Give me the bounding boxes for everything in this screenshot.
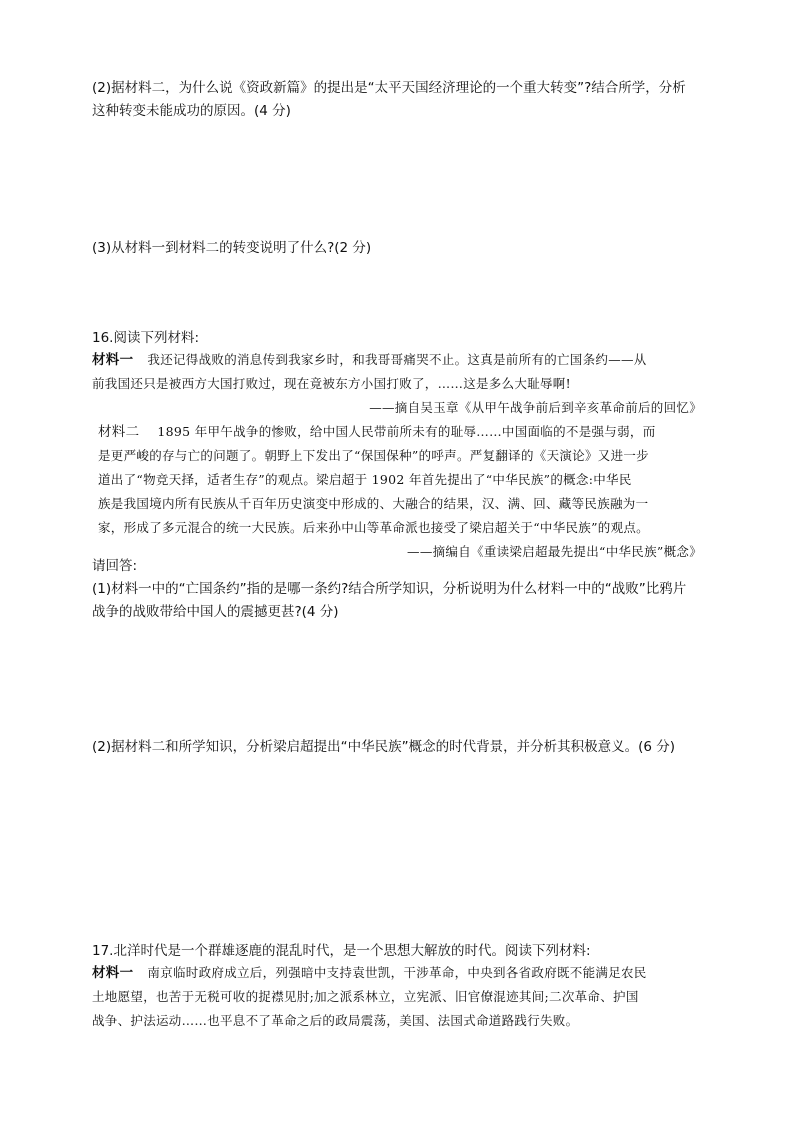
q16-material-2 — [92, 420, 702, 564]
q15-part3 — [92, 237, 702, 260]
q16-m1-line-1 — [92, 348, 702, 372]
q16-m2-source: ——摘编自《重读梁启超最先提出“中华民族”概念》 — [407, 544, 702, 559]
q17-m1-line-2: 土地愿望，也苦于无税可收的捉襟见肘;加之派系林立，立宪派、旧官僚混迹其间;二次革命、护国 — [92, 989, 639, 1004]
q16-m2-text-1: 1895 年甲午战争的惨败，给中国人民带前所未有的耻辱……中国面临的不是强与弱，而 — [157, 424, 656, 439]
q15-part2-line-1: (2)据材料二，为什么说《资政新篇》的提出是“太平天国经济理论的一个重大转变”?结合所学，分析 — [92, 80, 686, 96]
q16-part2 — [92, 736, 702, 759]
q16-part2-line: (2)据材料二和所学知识，分析梁启超提出“中华民族”概念的时代背景，并分析其积极意义。(6 分) — [92, 739, 676, 755]
q16-material-1 — [92, 348, 702, 420]
q16-m1-source: ——摘自吴玉章《从甲午战争前后到辛亥革命前后的回忆》 — [369, 400, 702, 415]
q16-m2-line-5: 家，形成了多元混合的统一大民族。后来孙中山等革命派也接受了梁启超关于“中华民族”的观点。 — [98, 520, 649, 535]
q16-m2-label: 材料二 — [98, 424, 140, 440]
q16-part1-line-2: 战争的战败带给中国人的震撼更甚?(4 分) — [92, 604, 339, 620]
q17-m1-line-1 — [92, 961, 702, 985]
q15-part2-line-2: 这种转变未能成功的原因。(4 分) — [92, 103, 291, 119]
q16-m2-line-3: 道出了“物竞天择，适者生存”的观点。梁启超于 1902 年首先提出了“中华民族”的概念:中华民 — [98, 472, 632, 487]
q16-part1-line-1: (1)材料一中的“亡国条约”指的是哪一条约?结合所学知识，分析说明为什么材料一中的“战败”比鸦片 — [92, 581, 687, 597]
q17-material-1 — [92, 961, 702, 1033]
q16-answer-prompt — [92, 555, 702, 578]
q16-heading-text: 16.阅读下列材料: — [92, 330, 200, 346]
q16-heading — [92, 327, 702, 350]
q15-part3-line: (3)从材料一到材料二的转变说明了什么?(2 分) — [92, 240, 372, 256]
q17-m1-text-1: 南京临时政府成立后，列强暗中支持袁世凯，干涉革命，中央到各省政府既不能满足农民 — [147, 965, 647, 980]
q17-heading-text: 17.北洋时代是一个群雄逐鹿的混乱时代，是一个思想大解放的时代。阅读下列材料: — [92, 943, 591, 959]
q17-m1-line-3: 战争、护法运动……也平息不了革命之后的政局震荡，美国、法国式命道路践行失败。 — [92, 1013, 579, 1028]
q16-m2-line-1 — [92, 420, 702, 444]
q15-part2 — [92, 77, 702, 123]
q16-m2-line-4: 族是我国境内所有民族从千百年历史演变中形成的、大融合的结果，汉、满、回、藏等民族融为一 — [98, 496, 649, 511]
q16-m1-line-2: 前我国还只是被西方大国打败过，现在竟被东方小国打败了，……这是多么大耻辱啊! — [92, 376, 571, 391]
q16-m1-label: 材料一 — [92, 352, 134, 368]
q17-m1-label: 材料一 — [92, 965, 134, 981]
q16-answer-prompt-text: 请回答: — [92, 558, 138, 574]
q16-part1 — [92, 578, 702, 624]
q16-m2-line-2: 是更严峻的存与亡的问题了。朝野上下发出了“保国保种”的呼声。严复翻译的《天演论》又进一步 — [98, 448, 649, 463]
q16-m1-text-1: 我还记得战败的消息传到我家乡时，和我哥哥痛哭不止。这真是前所有的亡国条约——从 — [147, 352, 647, 367]
q17-heading — [92, 940, 702, 963]
